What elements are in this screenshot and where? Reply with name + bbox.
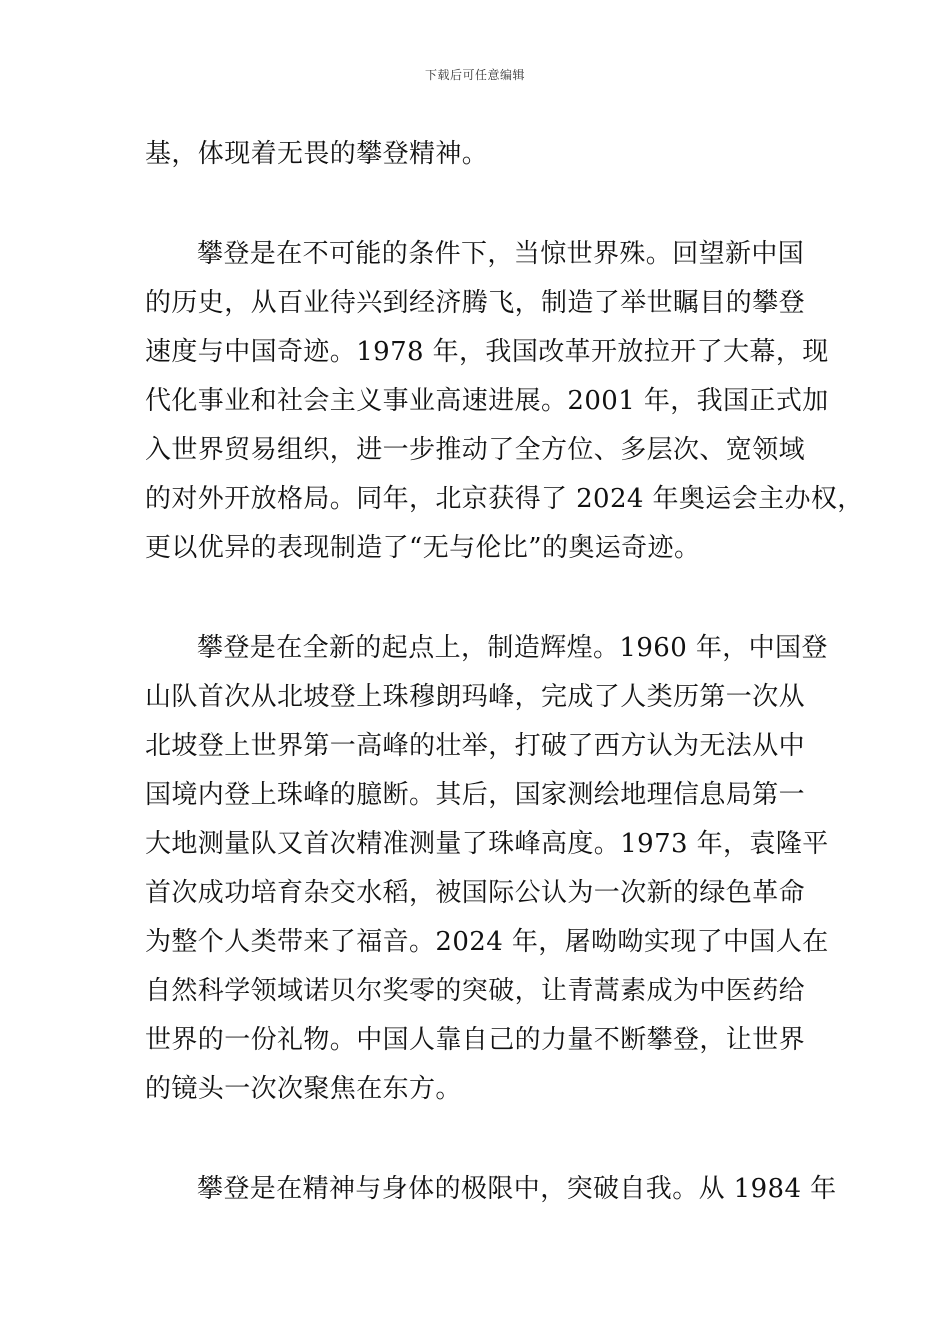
text-line: 山队首次从北坡登上珠穆朗玛峰，完成了人类历第一次从 xyxy=(145,682,806,712)
text-line: 入世界贸易组织，进一步推动了全方位、多层次、宽领域 xyxy=(145,435,806,465)
text-line: 首次成功培育杂交水稻，被国际公认为一次新的绿色革命 xyxy=(145,878,806,908)
paragraph xyxy=(145,130,825,179)
paragraph xyxy=(145,624,829,1114)
text-line: 基，体现着无畏的攀登精神。 xyxy=(145,139,489,169)
text-line: 代化事业和社会主义事业高速进展。2001 年，我国正式加 xyxy=(145,386,829,416)
text-line: 世界的一份礼物。中国人靠自己的力量不断攀登，让世界 xyxy=(145,1025,806,1055)
paragraph-gap xyxy=(145,573,825,624)
paragraph-gap xyxy=(145,1114,825,1165)
text-line: 国境内登上珠峰的臆断。其后，国家测绘地理信息局第一 xyxy=(145,780,806,810)
page-header: 下载后可任意编辑 xyxy=(424,68,525,82)
paragraph xyxy=(145,230,864,573)
text-line: 攀登是在全新的起点上，制造辉煌。1960 年，中国登 xyxy=(197,633,828,663)
document-body xyxy=(145,130,864,1214)
text-line: 大地测量队又首次精准测量了珠峰高度。1973 年，袁隆平 xyxy=(145,829,829,859)
text-line: 更以优异的表现制造了“无与伦比”的奥运奇迹。 xyxy=(145,533,701,563)
text-line: 的镜头一次次聚焦在东方。 xyxy=(145,1074,462,1104)
paragraph xyxy=(145,1165,837,1214)
text-line: 攀登是在不可能的条件下，当惊世界殊。回望新中国 xyxy=(197,239,805,269)
text-line: 北坡登上世界第一高峰的壮举，打破了西方认为无法从中 xyxy=(145,731,806,761)
text-line: 的历史，从百业待兴到经济腾飞，制造了举世瞩目的攀登 xyxy=(145,288,806,318)
text-line: 为整个人类带来了福音。2024 年，屠呦呦实现了中国人在 xyxy=(145,927,829,957)
text-line: 速度与中国奇迹。1978 年，我国改革开放拉开了大幕，现 xyxy=(145,337,829,367)
paragraph-gap xyxy=(145,179,825,230)
text-line: 的对外开放格局。同年，北京获得了 2024 年奥运会主办权， xyxy=(145,484,864,514)
text-line: 攀登是在精神与身体的极限中，突破自我。从 1984 年 xyxy=(197,1174,837,1204)
text-line: 自然科学领域诺贝尔奖零的突破，让青蒿素成为中医药给 xyxy=(145,976,806,1006)
